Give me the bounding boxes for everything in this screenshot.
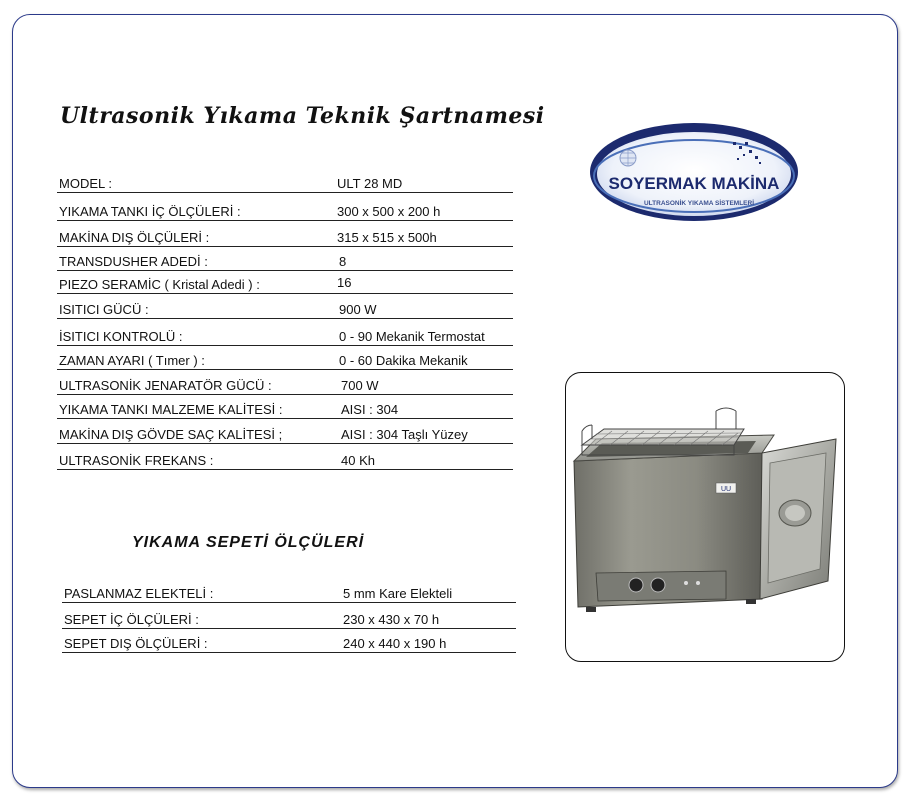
spec-label: YIKAMA TANKI MALZEME KALİTESİ :: [59, 402, 283, 417]
spec-label: MAKİNA DIŞ GÖVDE SAÇ KALİTESİ ;: [59, 427, 283, 442]
basket-label: SEPET İÇ ÖLÇÜLERİ :: [64, 612, 199, 627]
brand-logo: [587, 120, 801, 224]
basket-row: [62, 632, 516, 653]
spec-row: [57, 423, 513, 444]
basket-value: 5 mm Kare Elekteli: [343, 586, 453, 601]
spec-value: ULT 28 MD: [337, 176, 403, 191]
spec-value: 16: [337, 275, 352, 290]
spec-label: ULTRASONİK FREKANS :: [59, 453, 214, 468]
spec-row: [57, 449, 513, 470]
spec-label: ULTRASONİK JENARATÖR GÜCÜ :: [59, 378, 272, 393]
basket-value: 240 x 440 x 190 h: [343, 636, 447, 651]
spec-row: [57, 172, 513, 193]
spec-value: 700 W: [341, 378, 379, 393]
thermostat-knob-icon: [651, 578, 665, 592]
spec-row: [57, 325, 513, 346]
basket-row: [62, 608, 516, 629]
logo-tagline-text: ULTRASONİK YIKAMA SİSTEMLERİ: [643, 200, 755, 207]
spec-label: TRANSDUSHER ADEDİ :: [59, 254, 208, 269]
basket-row: [62, 582, 516, 603]
spec-value: 40 Kh: [341, 453, 375, 468]
basket-label: SEPET DIŞ ÖLÇÜLERİ :: [64, 636, 208, 651]
spec-label: İSITICI KONTROLÜ :: [59, 329, 183, 344]
spec-value: 0 - 90 Mekanik Termostat: [339, 329, 485, 344]
product-photo-frame: [565, 372, 845, 662]
spec-row: [57, 398, 513, 419]
spec-value: 900 W: [339, 302, 377, 317]
spec-label: MAKİNA DIŞ ÖLÇÜLERİ :: [59, 230, 210, 245]
spec-value: 8: [339, 254, 347, 269]
spec-label: ZAMAN AYARI ( Tımer ) :: [59, 353, 205, 368]
spec-row: [57, 374, 513, 395]
logo-brand-text: SOYERMAK MAKİNA: [608, 174, 780, 193]
spec-value: AISI : 304: [341, 402, 399, 417]
ultrasonic-cleaner-image: [566, 373, 844, 661]
spec-row: [57, 349, 513, 370]
spec-row: [57, 273, 513, 294]
spec-value: 0 - 60 Dakika Mekanik: [339, 353, 468, 368]
spec-row: [57, 250, 513, 271]
spec-label: ISITICI GÜCÜ :: [59, 302, 149, 317]
spec-label: YIKAMA TANKI İÇ ÖLÇÜLERİ :: [59, 204, 241, 219]
device-badge: UU: [720, 486, 732, 493]
spec-label: MODEL :: [59, 176, 112, 191]
spec-row: [57, 226, 513, 247]
page-title: Ultrasonik Yıkama Teknik Şartnamesi: [60, 103, 545, 129]
spec-row: [57, 200, 513, 221]
grid-globe-icon: [620, 150, 636, 166]
spec-row: [57, 298, 513, 319]
basket-value: 230 x 430 x 70 h: [343, 612, 440, 627]
spec-value: 315 x 515 x 500h: [337, 230, 437, 245]
timer-knob-icon: [629, 578, 643, 592]
spec-value: AISI : 304 Taşlı Yüzey: [341, 427, 468, 442]
basket-label: PASLANMAZ ELEKTELİ :: [64, 586, 214, 601]
basket-section-title: YIKAMA SEPETİ ÖLÇÜLERİ: [132, 534, 365, 551]
spec-label: PIEZO SERAMİC ( Kristal Adedi ) :: [59, 277, 260, 292]
spec-value: 300 x 500 x 200 h: [337, 204, 441, 219]
